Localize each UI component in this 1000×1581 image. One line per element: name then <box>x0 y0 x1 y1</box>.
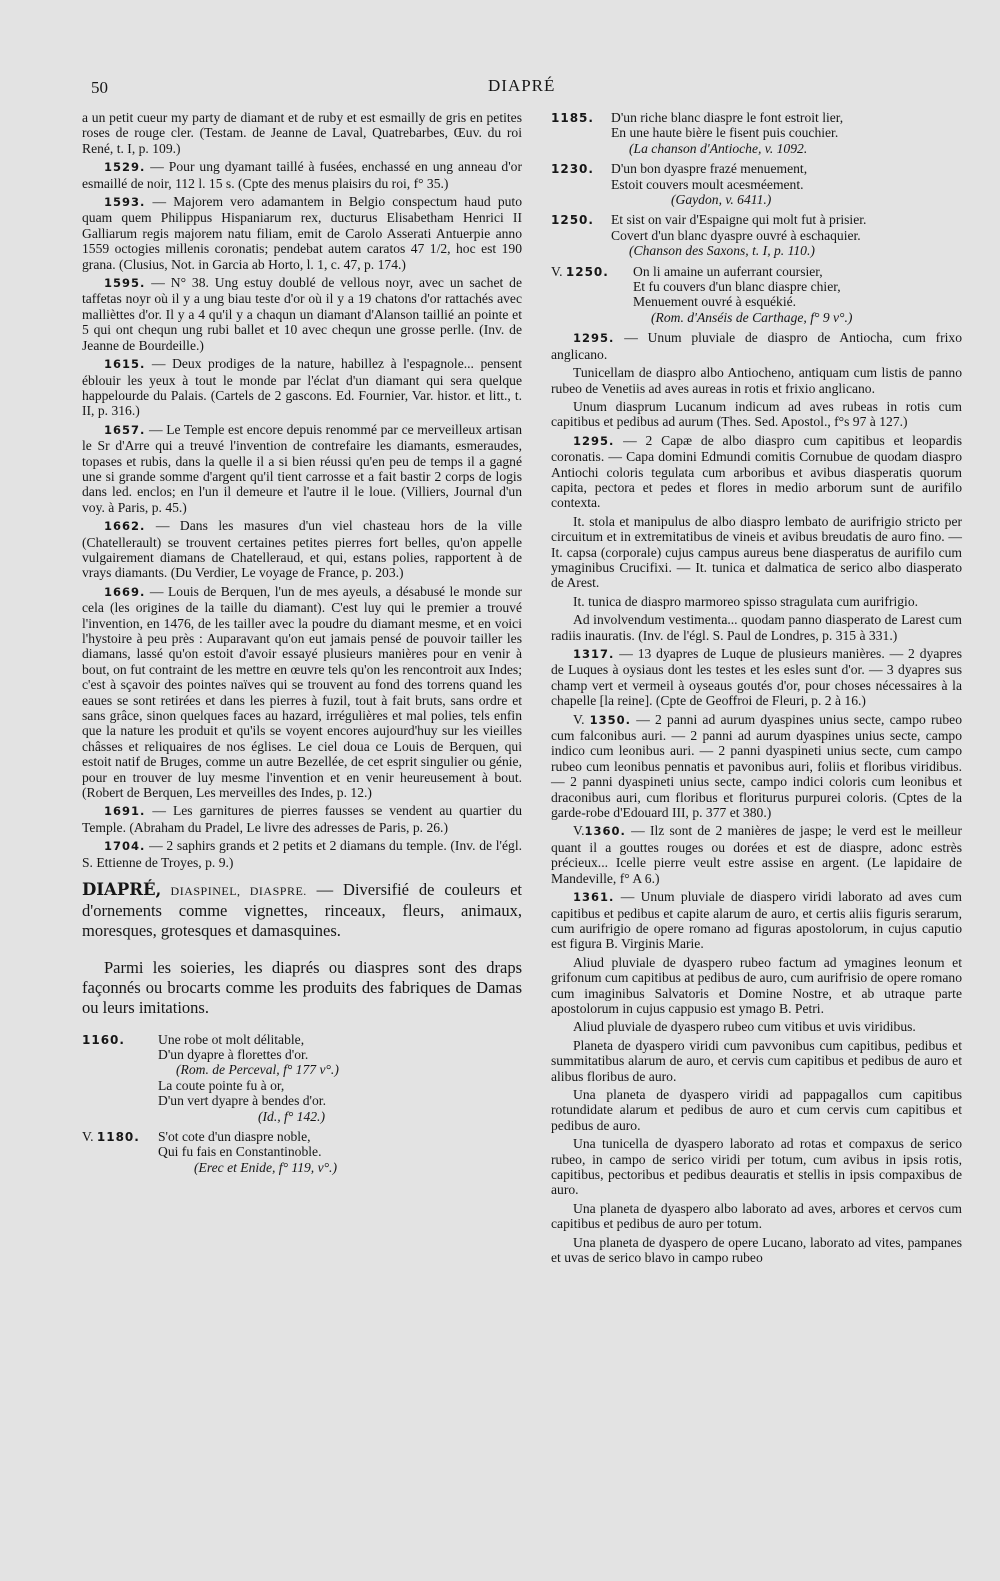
running-title: DIAPRÉ <box>488 76 556 95</box>
right-column <box>551 110 962 1268</box>
verse-line: Une robe ot molt délitable, <box>158 1031 305 1047</box>
definition: — Diversifié de couleurs et d'ornements comme vignettes, rinceaux, fleurs, animaux, moresques, grotesques et damasquines. <box>82 880 522 941</box>
year-label: 1185. <box>551 111 594 125</box>
dated-entry: 1295. — Unum pluviale de diaspro de Antiocha, cum frixo anglicano. <box>551 330 962 362</box>
dated-entry: 1662. — Dans les masures d'un viel chasteau hors de la ville (Chatellerault) se trouvent certaines petites pierres fort belles, qu'on appelle vulgairement diamans de Chatelleraud, et qui, estans polies, rapportent à de vrays diamants. (Du Verdier, Le voyage de France, p. 203.) <box>82 518 522 581</box>
verse-line: En une haute bière le fisent puis couchier. <box>611 125 839 141</box>
year-label: 1230. <box>551 162 594 177</box>
paragraph: Aliud pluviale de dyaspero rubeo cum vitibus et uvis viridibus. <box>573 1019 916 1035</box>
verse-line: D'un dyapre à florettes d'or. <box>158 1047 309 1062</box>
year-label: 1704. <box>104 839 146 854</box>
paragraph: It. stola et manipulus de albo diaspro lembato de aurifrigio stricto per circuitum et in extremitatibus de vineis et avibus breudatis de auro fino. — It. capsa (corporale) cujus campus aureus bene diasperatus de aurifilo cum ymaginibus Crucifixi. — It. tunica et dalmatica de serico albo diasperato de Arest. <box>551 513 962 591</box>
dated-entry: 1657. — Le Temple est encore depuis renommé par ce merveilleux artisan le Sr d'Arre qui a treuvé l'invention de contrefaire les diamants, esmeraudes, topases et rubis, dans la quelle il a si bien réussi qu'en peu de temps il a gagné une si grande somme d'argent qu'il tient carrosse et a fait bastir 2 corps de logis dans led. enclos; en l'un il demeure et l'autre il le loue. (Villiers, Journal d'un voy. à Paris, p. 45.) <box>82 421 522 515</box>
paragraph: Aliud pluviale de dyaspero rubeo factum ad ymagines leonum et grifonum cum capitibus at pedibus de auro, cum aurifrisio de opere romano cum imaginibus Salvatoris et Domine Nostre, et ab utraque parte apostolorum in cujus cappusio est ymago B. Petri. <box>551 954 962 1016</box>
year-label: 1350. <box>589 712 632 727</box>
year-label: 1529. <box>104 160 146 175</box>
verse-line: D'un vert dyapre à bendes d'or. <box>158 1093 326 1109</box>
verse-source: (La chanson d'Antioche, v. 1092. <box>629 140 808 156</box>
paragraph: Una planeta de dyaspero de opere Lucano, laborato ad vites, pampanes et uvas de serico blavo in campo rubeo <box>551 1234 962 1266</box>
dated-entry: 1669. — Louis de Berquen, l'un de mes ayeuls, a désabusé le monde sur cela (les origines de la taille du diamant). C'est luy qui le premier a trouvé l'invention, en 1476, de les tailler avec la poudre du diamant mesme, et en voici l'hystoire à peu près : Auparavant qu'on eut jamais pensé de pouvoir tailler les diamans, lassé qu'on estoit d'avoir essayé plusieurs manières pour en venir à bout, on fut contraint de les mettre en œuvre tels qu'on les rencontroit aux Indes; c'est à sçavoir des pointes naïves qui se trouvent au fond des torrens quand les eaues se sont retirées et dans les pierres à fuzil, tout à fait bruts, sans ordre et sans grâce, sinon quelques faces au hazard, irrégulières et mal polies, tels enfin que la nature les produit et qu'ils se voyent encores aujourd'huy sur les vieilles châsses et reliquaires de nos églises. Le ciel doua ce Louis de Berquen, qui estoit natif de Bruges, comme un autre Bezellée, de cet esprit singulier ou génie, pour en trouver de luy mesme l'invention et en venir heureusement à bout. (Robert de Berquen, Les merveilles des Indes, p. 12.) <box>82 583 522 801</box>
headword-variants: DIASPINEL, DIASPRE. <box>161 884 307 899</box>
year-label: 1615. <box>104 357 146 372</box>
dated-entry: V. 1350. — 2 panni ad aurum dyaspines unius secte, campo rubeo cum falconibus auri. — 2 panni ad aurum dyaspines unius secte, campo indico cum leonibus auri. — 2 panni dyaspineti unius secte, cum campo rubeo cum leonibus pennatis et pavonibus auri, foliis et floribus viridibus. — 2 panni dyaspineti unius secte, campo indici coloris cum leonibus et draconibus auri, cum floribus et floriturus purpurei coloris. (Cptes de la garde-robe d'Edouard III, p. 377 et 380.) <box>551 711 962 821</box>
verse-line: Covert d'un blanc dyaspre ouvré à eschaquier. <box>611 227 861 243</box>
verse-line: Menuement ouvré à esquékié. <box>633 294 797 310</box>
dated-entry: 1295. — 2 Capæ de albo diaspro cum capitibus et leopardis coronatis. — Capa domini Edmundi comitis Cornubue de quodam diaspro Antiochi coloris tegulata cum arboribus et avibus diasperatis quorum capita, pectora et pedes et flores in medio arborum sunt de aurifilo contexta. <box>551 432 962 511</box>
year-label: 1250. <box>565 264 609 279</box>
verse-line: Et sist on vair d'Espaigne qui molt fut à prisier. <box>611 212 867 228</box>
verse-line: S'ot cote d'un diaspre noble, <box>158 1129 311 1145</box>
year-label: 1691. <box>104 804 146 819</box>
year-label: 1250. <box>551 213 594 228</box>
verse-line: Estoit couvers moult acesméement. <box>611 176 804 192</box>
year-label: 1595. <box>104 276 146 291</box>
year-label: 1361. <box>573 890 615 905</box>
dated-entry: 1704. — 2 saphirs grands et 2 petits et 2 diamans du temple. (Inv. de l'égl. S. Ettienne de Troyes, p. 9.) <box>82 838 522 870</box>
verse-line: D'un riche blanc diaspre le font estroit lier, <box>611 110 844 125</box>
verse-citation <box>82 1032 522 1124</box>
dated-entry: 1593. — Majorem vero adamantem in Belgio conspectum haud puto quam quem Philippus Hispaniarum rex, ducturus Elisabetham Henrici II Galliarum regis majorem natu filiam, emit de Carolo Asserati Antuerpie anno 1559 octogies millenis coronatis; pendebat autem caratos 47 1/2, hoc est 190 grana. (Clusius, Not. in Garcia ab Horto, l. 1, c. 47, p. 174.) <box>82 194 522 272</box>
year-label: 1669. <box>104 584 146 599</box>
headword: DIAPRÉ, <box>82 880 162 900</box>
verse-citation <box>551 161 962 207</box>
dated-entry: 1529. — Pour ung dyamant taillé à fusées, enchassé en ung anneau d'or esmaillé de noir, 112 l. 15 s. (Cpte des menus plaisirs du roi, f° 35.) <box>82 159 522 191</box>
year-label: 1657. <box>104 422 146 437</box>
paragraph: It. tunica de diaspro marmoreo spisso stragulata cum aurifrigio. <box>573 593 919 609</box>
paragraph: Una tunicella de dyaspero laborato ad rotas et compaxus de serico rubeo, in campo de serico viridi per totum, cum avibus in ipsis rotis, capitibus, pectoribus et pedibus deauratis et stellis in ipsis compaxibus de auro. <box>551 1136 962 1198</box>
verse-citation <box>551 110 962 156</box>
year-label: 1317. <box>573 647 615 661</box>
year-label: 1180. <box>96 1130 140 1145</box>
verse-source: (Chanson des Saxons, t. I, p. 110.) <box>629 243 815 259</box>
verse-line: Et fu couvers d'un blanc diaspre chier, <box>633 279 841 295</box>
page-number: 50 <box>91 78 108 97</box>
paragraph: Una planeta de dyaspero albo laborato ad aves, arbores et cervos cum capitibus et pedibus de auro per totum. <box>551 1200 962 1232</box>
year-label: 1295. <box>573 433 615 448</box>
paragraph: a un petit cueur my party de diamant et de ruby et est esmailly de gris en petites roses de rouge cler. (Testam. de Jeanne de Laval, Quatrebarbes, Œuv. du roi René, t. I, p. 109.) <box>82 110 522 156</box>
dated-entry: 1361. — Unum pluviale de diaspero viridi laborato ad aves cum capitibus et pedibus et capite alarum de auro, et certis aliis figuris serarum, cum aurifrigio de opere romano ad figuras apostolorum, in cujus caputio est figura B. Virginis Marie. <box>551 889 962 952</box>
dated-entry: 1317. — 13 dyapres de Luque de plusieurs manières. — 2 dyapres de Luques à oysiaus dont les testes et les esles sunt d'or. — 3 dyapres sus champ vert et vermeil à oyseaus goutés d'or, pour choses nécessaires à la chapelle [la reine]. (Cpte de Geoffroi de Fleuri, p. 2 à 16.) <box>551 646 962 709</box>
dated-entry: V.1360. — Ilz sont de 2 manières de jaspe; le verd est le meilleur quant il a gouttes rouges ou dorées et est de diaspre, adonc estrès précieux... Icelle pierre veult estre assise en argent. (Le lapidaire de Mandeville, f° A 6.) <box>551 823 962 886</box>
left-column <box>82 110 522 1180</box>
verse-source: (Erec et Enide, f° 119, v°.) <box>194 1159 337 1175</box>
dated-entry: 1615. — Deux prodiges de la nature, habillez à l'espagnole... pensent éblouir les yeux à tout le monde par l'éclat d'un diamant qui sera quelque happelourde du Palais. (Cartels de 2 gascons. Ed. Fournier, Var. histor. et litt., t. II, p. 316.) <box>82 356 522 419</box>
verse-line: Qui fu fais en Constantinoble. <box>158 1144 322 1160</box>
verse-source: (Rom. de Perceval, f° 177 v°.) <box>176 1062 339 1078</box>
verse-source: (Rom. d'Anséis de Carthage, f° 9 v°.) <box>651 309 853 325</box>
verse-citation <box>551 212 962 258</box>
paragraph: Planeta de dyaspero viridi cum pavvonibus cum capitibus, pedibus et summitatibus alarum de auro, et cervis cum capitibus et pedibus de auro et alibus floribus de auro. <box>551 1037 962 1084</box>
year-label: 1160. <box>82 1032 125 1047</box>
verse-citation: V. 1180. S'ot cote d'un diaspre noble, Qui fu fais en Constantinoble. (Erec et Enide, f° 119, v°.) <box>82 1129 522 1175</box>
year-label: 1360. <box>584 824 626 839</box>
paragraph: Una planeta de dyaspero viridi ad pappagallos cum capitibus rotundidate alarum et pedibus de auro et cum cervis cum capitibus et pedibus de auro. <box>551 1086 962 1133</box>
year-label: 1593. <box>104 195 146 210</box>
verse-source: (Id., f° 142.) <box>258 1108 325 1124</box>
paragraph: Tunicellam de diaspro albo Antiocheno, antiquam cum listis de panno rubeo de Venetiis ad aves aureas in rotis et frixio anglicano. <box>551 365 962 396</box>
paragraph: Ad involvendum vestimenta... quodam panno diasperato de Larest cum radiis inauratis. (Inv. de l'égl. S. Paul de Londres, p. 315 à 331.) <box>551 612 962 643</box>
verse-citation: V. 1250. On li amaine un auferrant coursier, Et fu couvers d'un blanc diaspre chier, Menuement ouvré à esquékié. (Rom. d'Anséis de Carthage, f° 9 v°.) <box>551 264 962 326</box>
verse-line: On li amaine un auferrant coursier, <box>633 263 823 279</box>
verse-line: La coute pointe fu à or, <box>158 1077 285 1093</box>
dictionary-entry-heading <box>82 880 522 941</box>
definition-paragraph: Parmi les soieries, les diaprés ou diaspres sont des draps façonnés ou brocarts comme les produits des fabriques de Damas ou leurs imitations. <box>82 957 522 1017</box>
year-label: 1662. <box>104 519 146 534</box>
verse-line: D'un bon dyaspre frazé menuement, <box>611 161 808 177</box>
dated-entry: 1595. — N° 38. Ung estuy doublé de vellous noyr, avec un sachet de taffetas noyr où il y a ung biau teste d'or où il y a 19 chatons d'or rattachés avec mallièttes d'or. Il y a 4 qu'il y a chaqun un diamant d'Alanson taillié an pointe et 5 qui ont chequn ung rubi ballet et 10 avec chequn une grosse perlle. (Inv. de Jeanne de Bourdeille.) <box>82 275 522 353</box>
paragraph: Unum diasprum Lucanum indicum ad aves rubeas in rotis cum capitibus et pedibus ad aurum (Thes. Sed. Apostol., f°s 97 à 127.) <box>551 398 962 430</box>
dated-entry: 1691. — Les garnitures de pierres fausses se vendent au quartier du Temple. (Abraham du Pradel, Le livre des adresses de Paris, p. 26.) <box>82 803 522 835</box>
year-label: 1295. <box>573 331 615 346</box>
verse-source: (Gaydon, v. 6411.) <box>671 192 772 208</box>
